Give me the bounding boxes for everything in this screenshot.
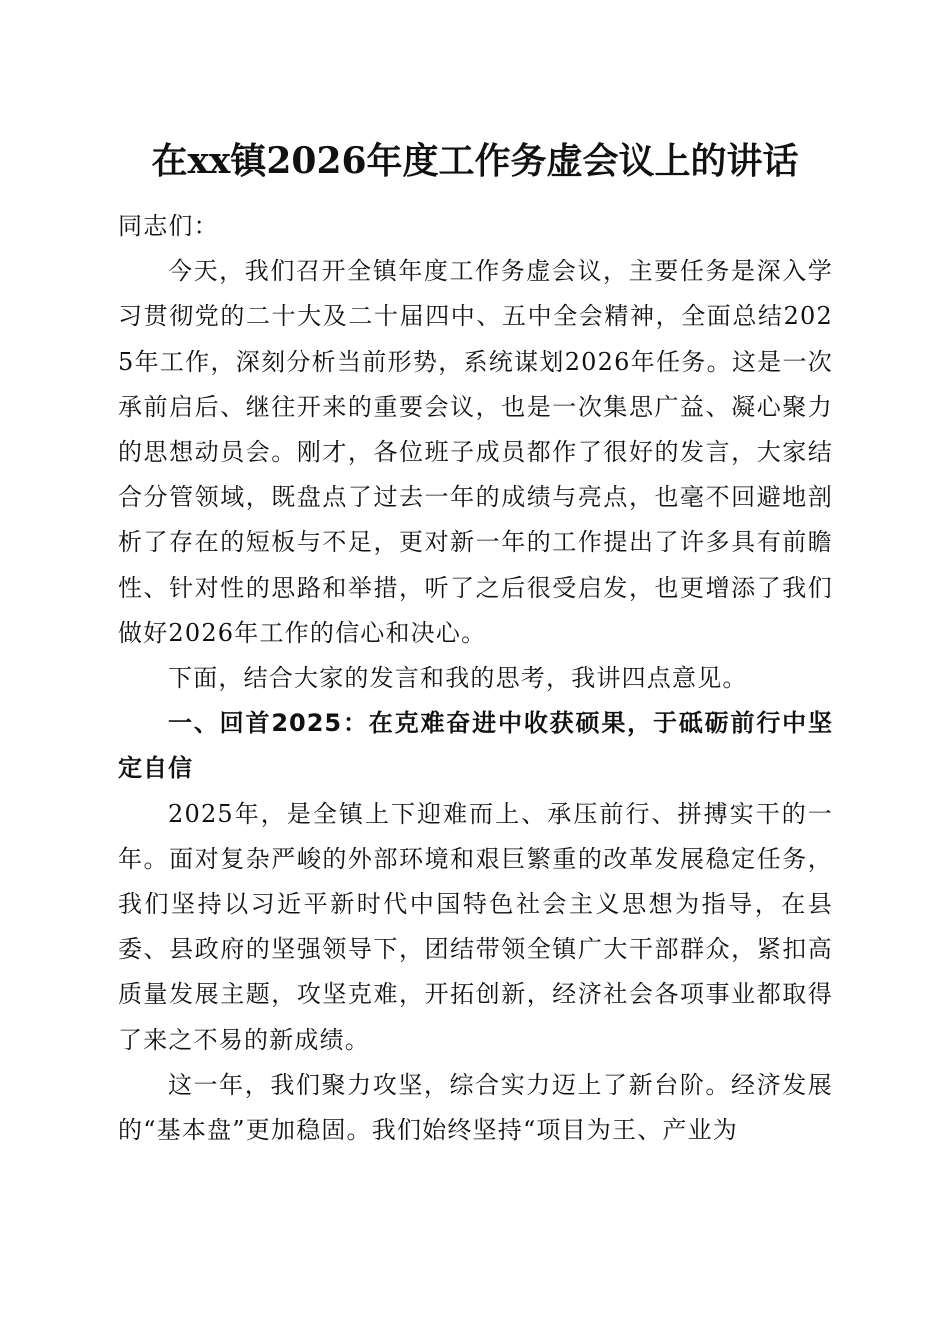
paragraph-outline: 下面，结合大家的发言和我的思考，我讲四点意见。	[168, 664, 748, 693]
section-heading: 一、回首2025：在克难奋进中收获硕果，于砥砺前行中坚定自信	[118, 709, 833, 783]
salutation: 同志们：	[118, 212, 219, 240]
section-paragraph: 2025年，是全镇上下迎难而上、承压前行、拼搏实干的一年。面对复杂严峻的外部环境和艰巨繁重的改革发展稳定任务，我们坚持以习近平新时代中国特色社会主义思想为指导，在县委、县政府的坚强领导下，团结带领全镇广大干部群众，紧扣高质量发展主题，攻坚克难，开拓创新，经济社会各项事业都取得了来之不易的新成绩。	[118, 799, 833, 1054]
document-body	[118, 204, 833, 1153]
section-paragraph: 这一年，我们聚力攻坚，综合实力迈上了新台阶。经济发展的“基本盘”更加稳固。我们始终坚持“项目为王、产业为	[118, 1070, 833, 1145]
document-title: 在xx镇2026年度工作务虚会议上的讲话	[151, 140, 799, 182]
paragraph-intro: 今天，我们召开全镇年度工作务虚会议，主要任务是深入学习贯彻党的二十大及二十届四中、五中全会精神，全面总结2025年工作，深刻分析当前形势，系统谋划2026年任务。这是一次承前启后、继往开来的重要会议，也是一次集思广益、凝心聚力的思想动员会。刚才，各位班子成员都作了很好的发言，大家结合分管领域，既盘点了过去一年的成绩与亮点，也毫不回避地剖析了存在的短板与不足，更对新一年的工作提出了许多具有前瞻性、针对性的思路和举措，听了之后很受启发，也更增添了我们做好2026年工作的信心和决心。	[118, 257, 833, 647]
